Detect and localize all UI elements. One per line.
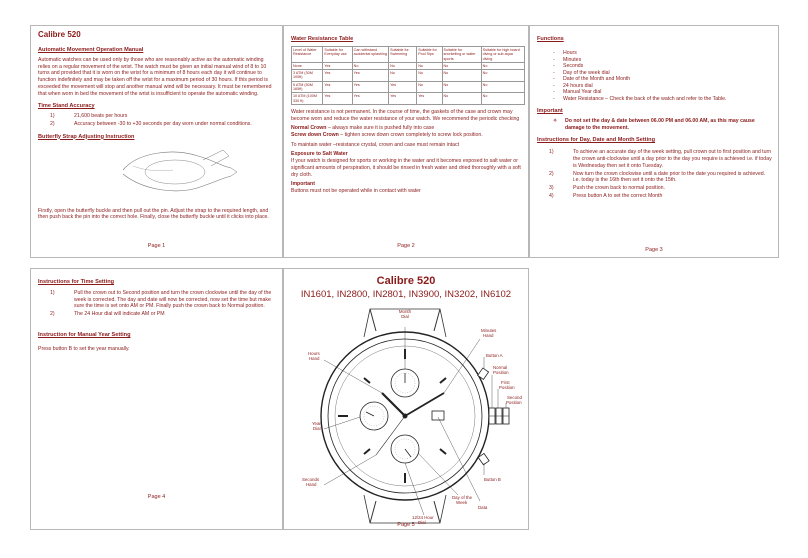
- functions-list: [537, 50, 772, 102]
- section-heading-automatic: Automatic Movement Operation Manual: [38, 47, 144, 53]
- list-item: 1) To achieve an accurate day of the week setting, pull crown out to first position and turn the crown anti-clockwise until a day prior to the day you require is achieved i.e. if today is Wednesday then set it onto Tuesday.: [549, 149, 772, 169]
- page-number: Page 5: [397, 522, 415, 528]
- section-heading-strap: Butterfly Strap Adjusting Instruction: [38, 133, 135, 140]
- section-heading-time: Instructions for Time Setting: [38, 279, 115, 285]
- page-number: Page 3: [645, 247, 663, 253]
- section-heading-water: Water Resistance Table: [291, 36, 354, 42]
- strap-text: Firstly, open the butterfly buckle and then pull out the pin. Adjust the strap to the required length, and then push back the pin into the correct hole. Finally, close the butterfly buckle until it clicks into place.: [38, 207, 269, 221]
- label-data: Data: [478, 505, 488, 510]
- year-text: Press button B to set the year manually.: [38, 345, 130, 352]
- label-button-a: Button A: [486, 353, 503, 358]
- list-item: - 24 hours dial: [553, 82, 593, 89]
- table-header-row: Level of Water Resistance Suitable for Everyday use Can withstand accidental splashing Suitable for Swimming Suitable for Pool Sips Suitable for snorkelling or water sports Suitable for high board diving or sub aqua diving: [292, 47, 525, 63]
- page-title: Calibre 520: [38, 30, 81, 39]
- page-title: Calibre 520: [376, 275, 436, 287]
- label-button-b: Button B: [484, 477, 501, 482]
- screw-crown-line: Screw down Crown – tighten screw down crown completely to screw lock position.: [291, 132, 483, 139]
- table-row: 10 ATM (100M 330 ft) Yes Yes Yes Yes No No: [292, 93, 525, 105]
- list-item: - Hours: [553, 50, 577, 56]
- resistance-text: Water resistance is not permanent. In the course of time, the gaskets of the case and crown may become worn and reduce the water resistance of your watch. We recommend the periodic checking: [291, 108, 520, 122]
- model-list: IN1601, IN2800, IN2801, IN3900, IN3202, IN6102: [300, 289, 512, 300]
- diamond-bullet-icon: ✧: [553, 118, 558, 124]
- label-seconds-hand: Seconds Hand: [302, 477, 320, 487]
- list-item: - Water Resistance – Check the back of the watch and refer to the Table.: [553, 95, 727, 102]
- section-heading-day-date: Instructions for Day, Date and Month Setting: [537, 137, 655, 144]
- salt-text: If your watch is designed for sports or working in the water and it becomes exposed to salt water or significant amounts of perspiration, it should be rinsed in fresh water and dried thoroughly with a soft dry cloth.: [291, 158, 521, 178]
- list-item: 2) The 24 Hour dial will indicate AM or PM: [50, 311, 165, 318]
- label-hour-dial: 12/24 Hour Dial: [412, 515, 434, 525]
- butterfly-buckle-illustration: [103, 144, 243, 202]
- page-number: Page 2: [397, 243, 415, 249]
- label-second-position: Second Position: [506, 395, 522, 405]
- list-item: - Date of the Month and Month: [553, 76, 631, 82]
- list-item: 1) 21,600 beats per hours: [50, 113, 128, 120]
- page-number: Page 4: [147, 494, 166, 500]
- list-item: 4) Press button A to set the correct Month: [549, 192, 663, 199]
- list-item: - Manual Year dial: [553, 89, 602, 95]
- list-item: - Seconds: [553, 63, 584, 69]
- list-item: - Day of the week dial: [553, 69, 610, 76]
- label-month-dial: Month Dial: [398, 309, 412, 319]
- list-item: 2) Now turn the crown clockwise until a date prior to the date you required is achieved. i.e. today is the 16th then set it onto the 15th.: [549, 170, 766, 184]
- salt-heading: Exposure to Salt Water: [291, 151, 348, 158]
- important-heading: Important: [537, 108, 563, 114]
- label-year-dial: Year Dial: [312, 421, 321, 431]
- water-resistance-table: [291, 46, 525, 105]
- list-item: - Minutes: [553, 56, 582, 63]
- table-row: None Yes No No No No No: [292, 62, 525, 69]
- list-item: 1) Pull the crown out to Second position and turn the crown clockwise until the day of the week is corrected. The day and date will now be corrected, now set the time but make sure the time is set onto AM or PM. Finally push the crown back to Normal position.: [50, 290, 272, 310]
- label-hours-hand: Hours Hand: [308, 351, 320, 361]
- list-item: 2) Accuracy between -30 to +30 seconds per day worn under normal conditions.: [50, 120, 252, 127]
- section-heading-functions: Functions: [537, 36, 564, 42]
- label-day-of-week: Day of the Week: [452, 495, 473, 505]
- normal-crown-line: Normal Crown – always make sure it is pushed fully into case: [291, 125, 435, 132]
- automatic-text: Automatic watches can be used only by those who are reasonably active as the automatic winding relies on a regular movement of the wrist. The watch must be given an initial manual wind of 8 to 10 turns and provided that it is worn on the wrist for a minimum of 8 hours each day it will continue to function indefinitely and may be taken off the wrist for a maximum period of 30 hours. If this period is exceeded the movement will stop and another manual wind will be necessary. It must be remembered that when worn in bed the movement of the wrist is insufficient to operate the automatic winding.: [38, 57, 272, 97]
- page-2: [283, 25, 529, 258]
- page-5: [283, 268, 529, 530]
- label-minutes-hand: Minutes Hand: [481, 328, 497, 338]
- table-row: 3 ATM (30M 100ft) Yes Yes No No No No: [292, 70, 525, 82]
- maintain-text: To maintain water –resistance crystal, crown and case must remain intact: [291, 141, 460, 148]
- page-number: Page 1: [147, 243, 166, 249]
- label-first-position: First Position: [499, 380, 515, 390]
- important-text: Buttons must not be operated while in contact with water: [291, 188, 421, 194]
- section-heading-year: Instruction for Manual Year Setting: [38, 331, 131, 338]
- page-4: [30, 268, 283, 530]
- page-1: [30, 25, 283, 258]
- section-heading-accuracy: Time Stand Accuracy: [38, 103, 95, 110]
- important-heading: Important: [291, 181, 315, 188]
- page-3: [529, 25, 779, 258]
- label-normal-position: Normal Position: [493, 365, 509, 375]
- watch-diagram: [284, 305, 528, 525]
- table-row: 5 ATM (50M 165ft) Yes Yes Yes No No No: [292, 81, 525, 93]
- list-item: 3) Push the crown back to normal position.: [549, 184, 665, 191]
- important-note: ✧ Do not set the day & date between 06.00 PM and 06.00 AM, as this may cause damage to the movement.: [537, 118, 772, 131]
